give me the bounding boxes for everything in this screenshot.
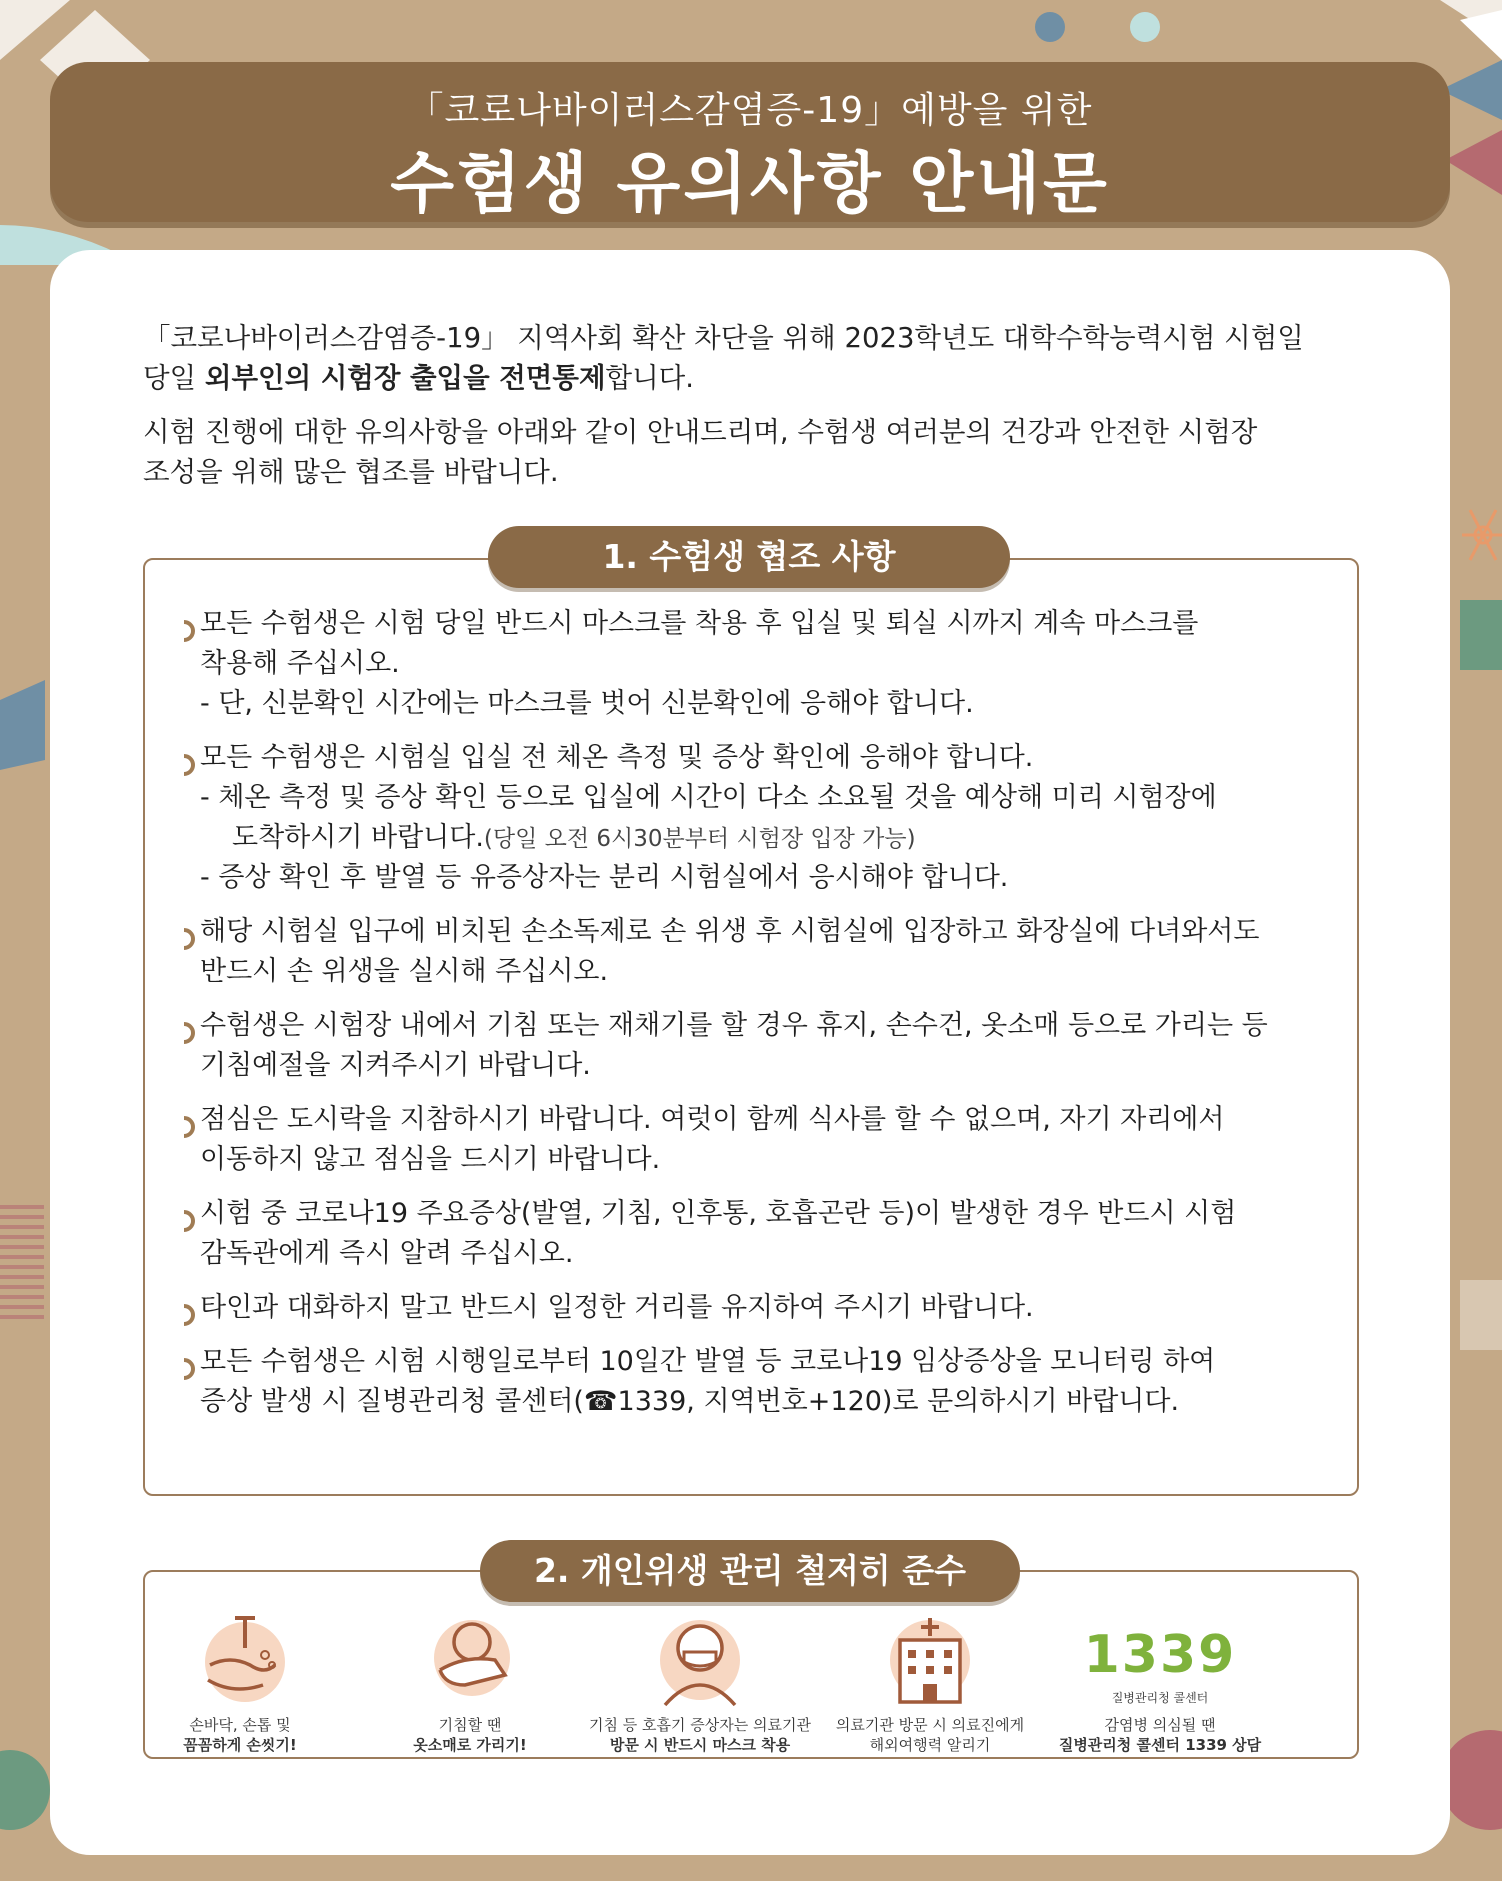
intro-text: 당일: [143, 362, 205, 394]
bullet-icon: [173, 1022, 195, 1044]
bullet-icon: [173, 928, 195, 950]
notice-line: 감독관에게 즉시 알려 주십시오.: [200, 1238, 574, 1269]
notice-subline: - 체온 측정 및 증상 확인 등으로 입실에 시간이 다소 소요될 것을 예상해 미리 시험장에: [200, 782, 1217, 813]
intro-emphasis: 외부인의 시험장 출입을 전면통제: [204, 362, 606, 394]
intro-line: 시험 진행에 대한 유의사항을 아래와 같이 안내드리며, 수험생 여러분의 건강과 안전한 시험장: [143, 416, 1258, 448]
notice-line: 점심은 도시락을 지참하시기 바랍니다. 여럿이 함께 식사를 할 수 없으며, 자기 자리에서: [200, 1104, 1225, 1135]
header-banner: [50, 62, 1450, 222]
cough-sleeve-icon: [410, 1610, 530, 1710]
notice-line: 모든 수험생은 시험 당일 반드시 마스크를 착용 후 입실 및 퇴실 시까지 계속 마스크를: [200, 608, 1199, 639]
callcenter-1339-logo: [1045, 1625, 1275, 1685]
intro-line: [143, 358, 1423, 398]
header-title: 수험생 유의사항 안내문: [390, 145, 1110, 222]
hygiene-caption: 기침할 땐: [438, 1716, 502, 1734]
hygiene-caption: 감염병 의심될 땐: [1104, 1716, 1216, 1734]
notice-text: 도착하시기 바랍니다.: [232, 822, 484, 853]
bullet-icon: [173, 620, 195, 642]
section-1-title: 1. 수험생 협조 사항: [488, 526, 1010, 588]
hygiene-item-hospital: [815, 1610, 1045, 1754]
hygiene-item-cough: [355, 1610, 585, 1754]
notice-note: (당일 오전 6시30분부터 시험장 입장 가능): [483, 826, 916, 852]
hygiene-item-mask: [585, 1610, 815, 1754]
hygiene-caption: 방문 시 반드시 마스크 착용: [609, 1736, 791, 1754]
notice-line: 수험생은 시험장 내에서 기침 또는 재채기를 할 경우 휴지, 손수건, 옷소매 등으로 가리는 등: [200, 1010, 1268, 1041]
bullet-icon: [173, 1358, 195, 1380]
notice-line: 반드시 손 위생을 실시해 주십시오.: [200, 956, 609, 987]
section-2-title: 2. 개인위생 관리 철저히 준수: [480, 1540, 1020, 1602]
handwash-icon: [180, 1610, 300, 1710]
hygiene-item-handwash: [125, 1610, 355, 1754]
bullet-icon: [173, 1210, 195, 1232]
notice-line: 모든 수험생은 시험실 입실 전 체온 측정 및 증상 확인에 응해야 합니다.: [200, 742, 1034, 773]
intro-line: 조성을 위해 많은 협조를 바랍니다.: [143, 456, 559, 488]
notice-subline: [232, 818, 916, 859]
content-card: [50, 250, 1450, 1855]
mask-person-icon: [640, 1610, 760, 1710]
hygiene-caption: 해외여행력 알리기: [869, 1736, 991, 1754]
intro-paragraph-1: [143, 318, 1423, 398]
header-subtitle: 「코로나바이러스감염증-19」예방을 위한: [407, 90, 1093, 131]
bullet-icon: [173, 1304, 195, 1326]
notice-line: 착용해 주십시오.: [200, 648, 400, 679]
notice-line: 타인과 대화하지 말고 반드시 일정한 거리를 유지하여 주시기 바랍니다.: [200, 1292, 1034, 1323]
intro-text: 합니다.: [605, 362, 694, 394]
intro-line: 「코로나바이러스감염증-19」 지역사회 확산 차단을 위해 2023학년도 대학수학능력시험 시험일: [143, 322, 1304, 354]
hospital-icon: [870, 1610, 990, 1710]
notice-subline: - 단, 신분확인 시간에는 마스크를 벗어 신분확인에 응해야 합니다.: [200, 688, 974, 719]
notice-line: 기침예절을 지켜주시기 바랍니다.: [200, 1050, 591, 1081]
hygiene-caption: 기침 등 호흡기 증상자는 의료기관: [589, 1716, 811, 1734]
logo-caption: 질병관리청 콜센터: [1111, 1691, 1209, 1705]
hygiene-caption: 질병관리청 콜센터 1339 상담: [1058, 1736, 1262, 1754]
notice-line: 모든 수험생은 시험 시행일로부터 10일간 발열 등 코로나19 임상증상을 모니터링 하여: [200, 1346, 1216, 1377]
hygiene-caption: 옷소매로 가리기!: [413, 1736, 527, 1754]
bullet-icon: [173, 754, 195, 776]
notice-line: 이동하지 않고 점심을 드시기 바랍니다.: [200, 1144, 661, 1175]
notice-line: 해당 시험실 입구에 비치된 손소독제로 손 위생 후 시험실에 입장하고 화장실에 다녀와서도: [200, 916, 1260, 947]
notice-line: 시험 중 코로나19 주요증상(발열, 기침, 인후통, 호흡곤란 등)이 발생한 경우 반드시 시험: [200, 1198, 1237, 1229]
notice-subline: - 증상 확인 후 발열 등 유증상자는 분리 시험실에서 응시해야 합니다.: [200, 862, 1009, 893]
bullet-icon: [173, 1116, 195, 1138]
notice-line: 증상 발생 시 질병관리청 콜센터(☎1339, 지역번호+120)로 문의하시기 바랍니다.: [200, 1386, 1180, 1417]
logo-number: 1339: [1083, 1625, 1237, 1685]
intro-paragraph-2: [143, 412, 1423, 492]
hygiene-caption: 의료기관 방문 시 의료진에게: [835, 1716, 1025, 1734]
hygiene-caption: 손바닥, 손톱 및: [189, 1716, 291, 1734]
hygiene-caption: 꼼꼼하게 손씻기!: [183, 1736, 297, 1754]
